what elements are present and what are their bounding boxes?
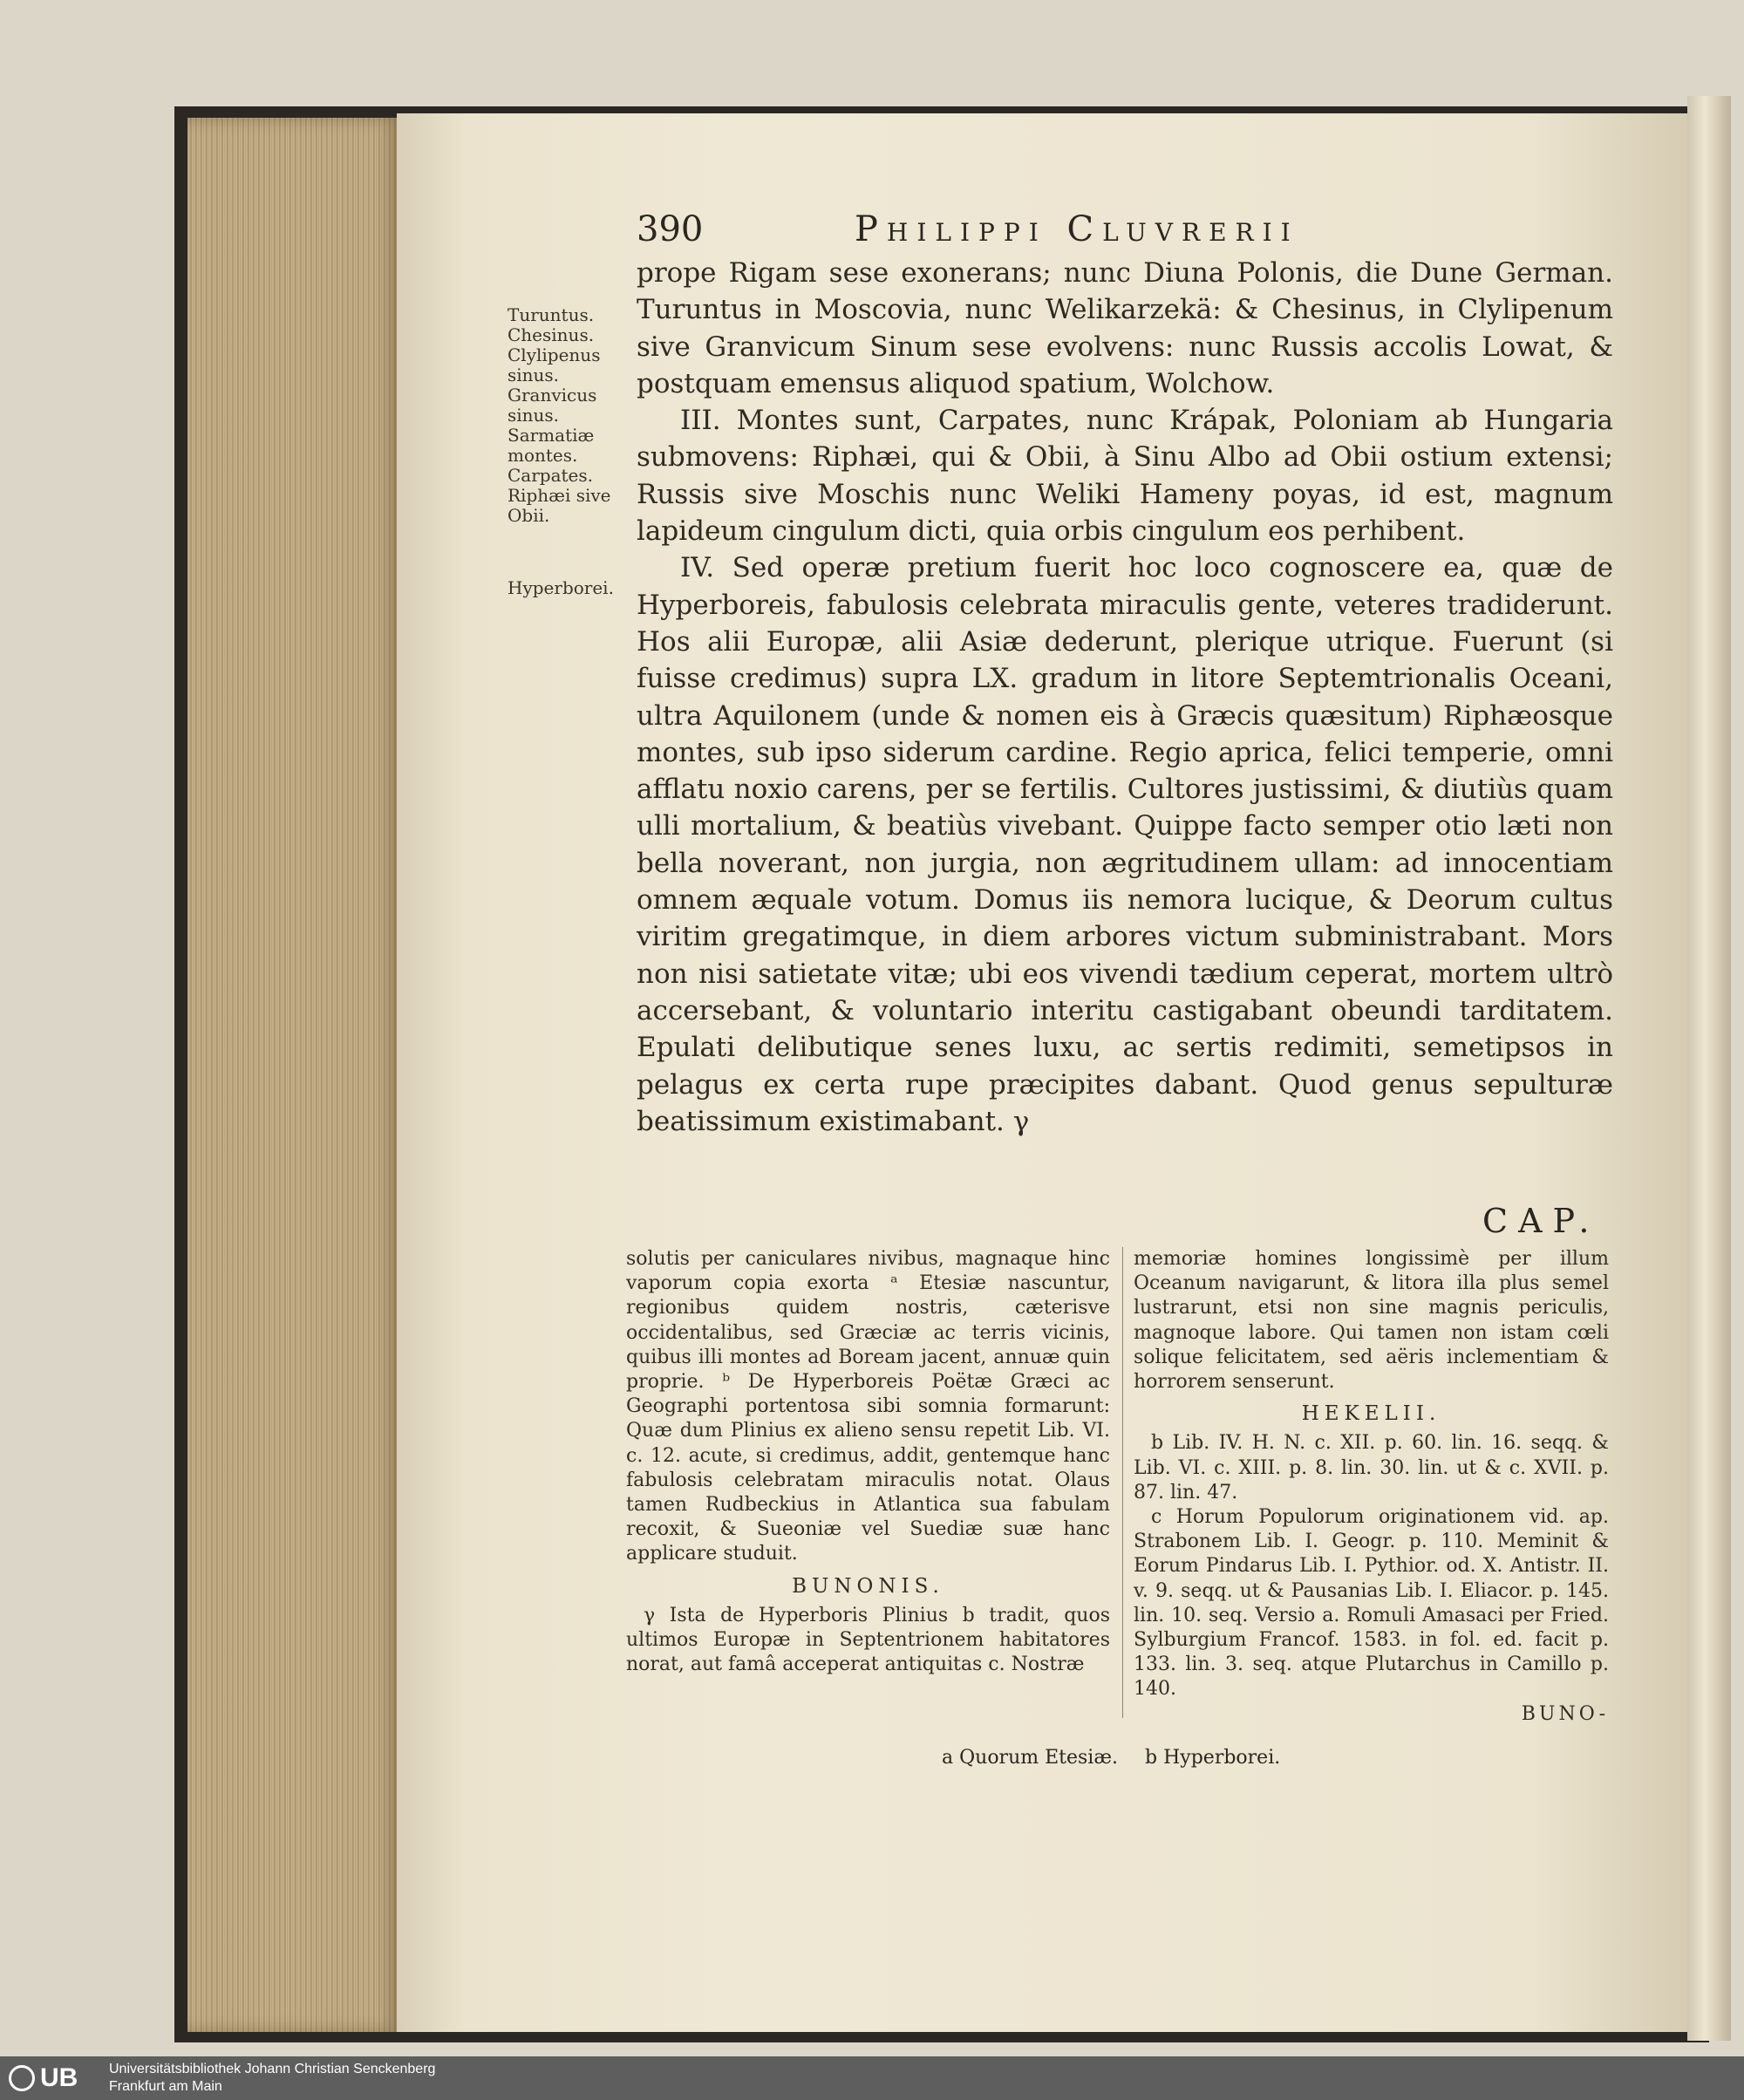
- running-head: [637, 209, 1378, 253]
- footer-line-1: Universitätsbibliothek Johann Christian Senckenberg: [109, 2062, 436, 2076]
- margin-note: Obii.: [508, 505, 550, 526]
- note-paragraph: solutis per caniculares nivibus, magnaque hinc vaporum copia exorta ᵃ Etesiæ nascuntur, regionibus quidem nostris, cæterisve occidentalibus, sed Græciæ ac terris vicinis, quibus illi montes ad Boream jacent, annuæ quin proprie. ᵇ De Hyperboreis Poëtæ Græci ac Geographi portentosa sibi somnia formarunt: Quæ dum Plinius ex alieno sensu repetit Lib. VI. c. 12. acute, si credimus, addit, gentemque hanc fabulosis celebratam miraculis notat. Olaus tamen Rudbeckius in Atlantica sua fabulam recoxit, & Sueoniæ vel Suediæ suæ hanc applicare studuit.: [626, 1248, 1110, 1565]
- margin-note: montes.: [508, 445, 578, 466]
- footer-line-2: Frankfurt am Main: [109, 2079, 222, 2094]
- catchword-main: CAP.: [1482, 1202, 1600, 1240]
- book-fore-edge: [187, 118, 401, 2032]
- margin-note: Hyperborei.: [508, 577, 614, 598]
- margin-note: Riphæi sive: [508, 485, 611, 506]
- logo-text: UB: [40, 2063, 78, 2092]
- footer-text: [109, 2061, 435, 2096]
- note-paragraph: b Lib. IV. H. N. c. XII. p. 60. lin. 16. seqq. & Lib. VI. c. XIII. p. 8. lin. 30. lin. ut & c. XVII. p. 87. lin. 47.: [1134, 1432, 1609, 1503]
- margin-note: Granvicus: [508, 385, 597, 406]
- margin-note: sinus.: [508, 365, 560, 385]
- bottom-note: a Quorum Etesiæ.: [942, 1747, 1119, 1769]
- bottom-notes: [942, 1747, 1301, 1769]
- ub-emblem-icon: [9, 2065, 35, 2091]
- footer-bar: [0, 2056, 1744, 2100]
- library-logo[interactable]: [9, 2062, 105, 2095]
- paragraph-mountains: III. Montes sunt, Carpates, nunc Krápak, Poloniam ab Hungaria submovens: Riphæi, qui & Obii, à Sinu Albo ad Obii ostium extensi; Russis sive Moschis nunc Weliki Hameny poyas, id est, magnum lapideum cingulum dicti, quia orbis cingulum eos perhibent.: [637, 405, 1613, 548]
- paragraph-hyperboreans: IV. Sed operæ pretium fuerit hoc loco cognoscere ea, quæ de Hyperboreis, fabulosis celebrata miraculis gente, veteres tradiderunt. Hos alii Europæ, alii Asiæ dederunt, plerique utrique. Fuerunt (si fuisse credimus) supra LX. gradum in litore Septemtrionalis Oceani, ultra Aquilonem (unde & nomen eis à Græcis quæsitum) Riphæosque montes, sub ipso siderum cardine. Regio aprica, felici temperie, omni afflatu noxio carens, per se fertilis. Cultores justissimi, & diutiùs quam ulli mortalium, & beatiùs vivebant. Quippe facto semper otio læti non bella noverant, non jurgia, non ægritudinem ullam: ad innocentiam omnem æquale votum. Domus iis nemora lucique, & Deorum cultus viritim gregatimque, in diem arbores victum subministrabant. Mors non nisi satietate vitæ; ubi eos vivendi tædium ceperat, mortem ultrò accersebant, & voluntario interitu castigabant obeundi tarditatem. Epulati delibutique senes luxu, ac sertis redimiti, semetipsos in pelagus ex certa rupe præcipites dabant. Quod genus sepulturæ beatissimum existimabant. γ: [637, 552, 1613, 1137]
- margin-note: sinus.: [508, 405, 560, 426]
- margin-note: Chesinus.: [508, 324, 595, 345]
- margin-note: Sarmatiæ: [508, 425, 595, 446]
- margin-note: Turuntus.: [508, 304, 595, 325]
- margin-note: Clylipenus: [508, 344, 601, 365]
- paragraph-rivers: prope Rigam sese exonerans; nunc Diuna Polonis, die Dune German. Turuntus in Moscovia, nunc Welikarzekä: & Chesinus, in Clylipenum sive Granvicum Sinum sese evolvens: nunc Russis accolis Lowat, & postquam emensus aliquod spatium, Wolchow.: [637, 257, 1613, 399]
- notes-left-column: [626, 1247, 1110, 1677]
- catchword-notes: BUNO-: [1521, 1702, 1609, 1725]
- note-paragraph: γ Ista de Hyperboris Plinius b tradit, quos ultimos Europæ in Septentrionem habitatores norat, aut famâ acceperat antiquitas c. Nostræ: [626, 1604, 1110, 1676]
- note-paragraph: memoriæ homines longissimè per illum Oceanum navigarunt, & litora illa plus semel lustrarunt, etsi non sine magnis periculis, magnoque labore. Qui tamen non istam cœli solique felicitatem, sed aëris inclementiam & horrorem senserunt.: [1134, 1248, 1609, 1394]
- margin-note: Carpates.: [508, 465, 594, 486]
- margin-notes: [508, 305, 630, 598]
- note-heading-hekelii: HEKELII.: [1301, 1402, 1441, 1426]
- note-paragraph: c Horum Populorum originationem vid. ap. Strabonem Lib. I. Geogr. p. 110. Meminit & Eorum Pindarus Lib. I. Pythior. od. X. Antistr. II. v. 9. seqq. ut & Pausanias Lib. I. Eliacor. p. 145. lin. 10. seq. Versio a. Romuli Amasaci per Fried. Sylburgium Francof. 1583. in fol. ed. facit p. 133. lin. 3. seq. atque Plutarchus in Camillo p. 140.: [1134, 1506, 1609, 1701]
- page-number: 390: [637, 209, 704, 249]
- bottom-note: b Hyperborei.: [1145, 1747, 1281, 1769]
- opposite-page-edge: [1687, 96, 1731, 2041]
- note-heading-bunonis: BUNONIS.: [792, 1574, 944, 1598]
- running-title: Philippi Cluvrerii: [855, 209, 1299, 249]
- column-divider: [1122, 1247, 1123, 1718]
- notes-right-column: [1134, 1247, 1609, 1727]
- main-text: [637, 255, 1613, 1197]
